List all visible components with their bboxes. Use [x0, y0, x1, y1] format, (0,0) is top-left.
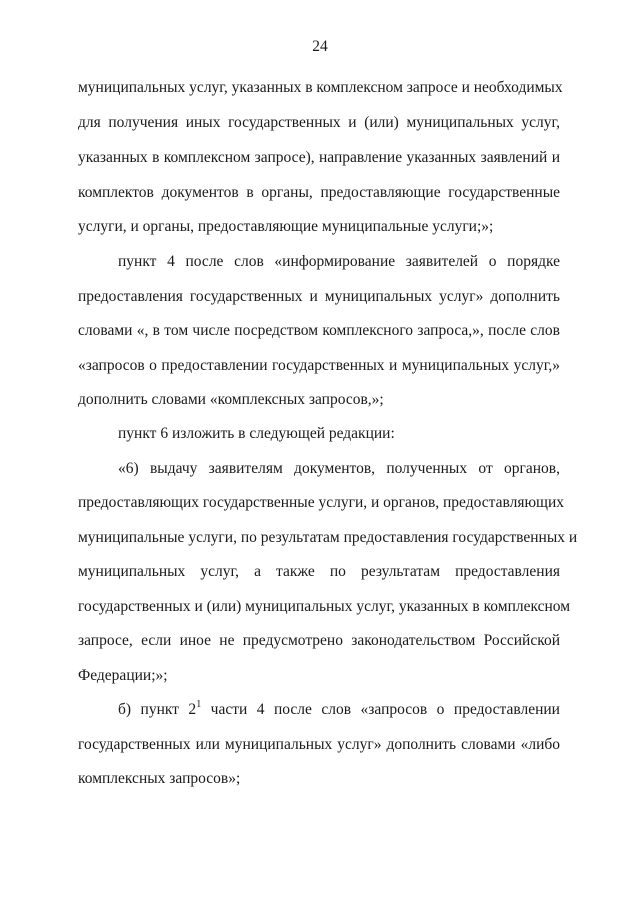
text-line: запросе, если иное не предусмотрено законодательством Российской — [78, 632, 560, 649]
text-line — [118, 700, 560, 720]
line-b-rest: части 4 после слов «запросов о предоставлении — [201, 701, 560, 718]
text-line: дополнить словами «комплексных запросов,»; — [78, 391, 384, 408]
text-line: комплектов документов в органы, предоставляющие государственные — [78, 184, 560, 201]
text-line: услуги, и органы, предоставляющие муниципальные услуги;»; — [78, 218, 494, 235]
text-line: предоставления государственных и муниципальных услуг» дополнить — [78, 288, 560, 305]
page-number: 24 — [312, 38, 328, 55]
text-line: муниципальных услуг, а также по результатам предоставления — [78, 563, 560, 580]
text-line: муниципальных услуг, указанных в комплексном запросе и необходимых — [78, 79, 563, 96]
text-line: предоставляющих государственные услуги, и органов, предоставляющих — [78, 494, 565, 511]
line-b-prefix: б) пункт 2 — [118, 701, 197, 718]
text-line: пункт 4 после слов «информирование заявителей о порядке — [118, 253, 560, 270]
text-line: для получения иных государственных и (или) муниципальных услуг, — [78, 114, 560, 131]
text-line: «запросов о предоставлении государственных и муниципальных услуг,» — [78, 357, 560, 374]
text-line: государственных или муниципальных услуг» дополнить словами «либо — [78, 736, 560, 753]
text-line: государственных и (или) муниципальных услуг, указанных в комплексном — [78, 598, 571, 615]
text-line: словами «, в том числе посредством комплексного запроса,», после слов — [78, 322, 560, 339]
text-line: «6) выдачу заявителям документов, полученных от органов, — [118, 460, 560, 477]
text-line: комплексных запросов»; — [78, 770, 241, 787]
text-line: муниципальные услуги, по результатам предоставления государственных и — [78, 529, 578, 546]
superscript: 1 — [196, 698, 202, 710]
text-line: пункт 6 изложить в следующей редакции: — [118, 425, 395, 442]
text-line: Федерации;»; — [78, 667, 168, 684]
text-line: указанных в комплексном запросе), направление указанных заявлений и — [78, 149, 560, 166]
